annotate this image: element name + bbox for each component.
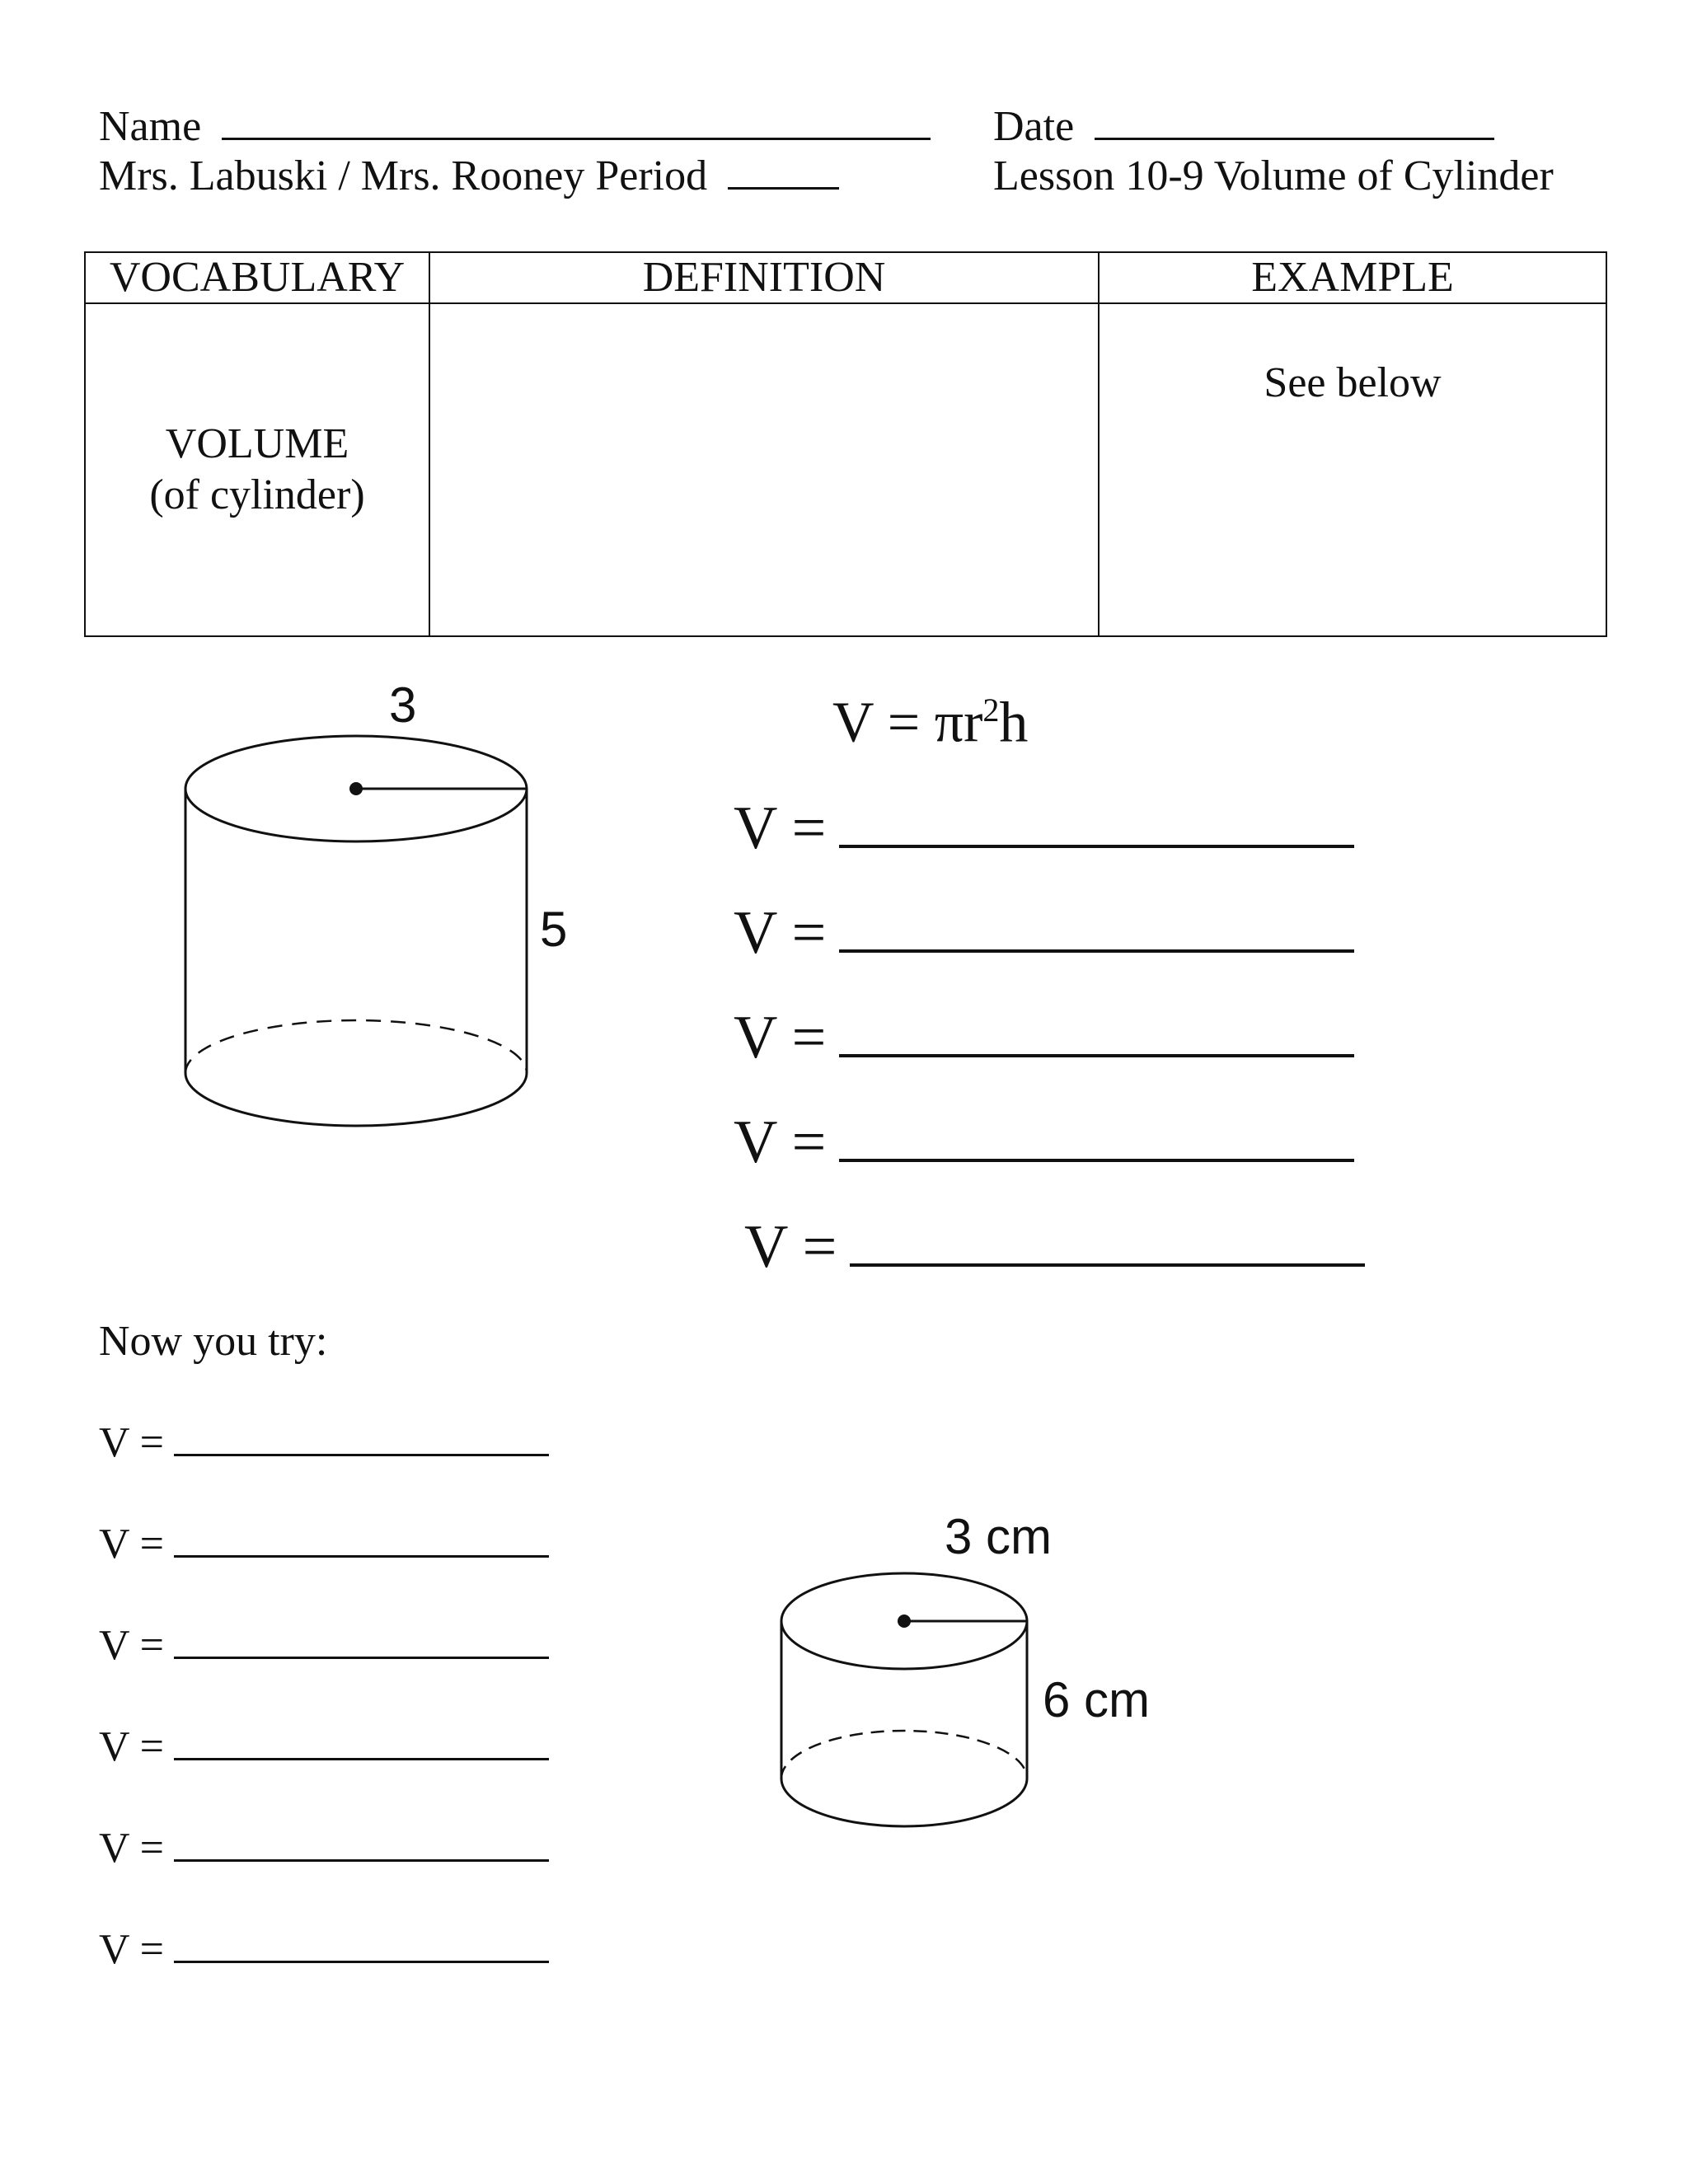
work-line-label: V =: [734, 794, 827, 862]
practice-line: [99, 1827, 549, 1870]
practice-line-label: V =: [99, 1521, 164, 1568]
example-text: See below: [1264, 359, 1442, 406]
name-label: Name: [99, 103, 202, 150]
cylinder-bottom-front: [185, 1073, 527, 1126]
practice-line-blank[interactable]: [174, 1758, 549, 1760]
practice-radius-label: 3 cm: [945, 1509, 1053, 1564]
practice-line-blank[interactable]: [174, 1454, 549, 1456]
height-label: 5: [540, 902, 568, 957]
work-line: [734, 1004, 1354, 1071]
practice-line-blank[interactable]: [174, 1859, 549, 1862]
work-line: [734, 1108, 1354, 1176]
work-line-label: V =: [734, 899, 827, 967]
formula-lhs: V = πr: [832, 691, 983, 755]
practice-line-label: V =: [99, 1926, 164, 1973]
period-blank[interactable]: [728, 187, 839, 190]
header-vocabulary: VOCABULARY: [85, 252, 429, 303]
lesson-title: Lesson 10-9 Volume of Cylinder: [993, 152, 1554, 199]
practice-line-label: V =: [99, 1723, 164, 1770]
teacher-period-label: Mrs. Labuski / Mrs. Rooney Period: [99, 152, 708, 199]
work-line: [744, 1213, 1365, 1281]
work-line-label: V =: [734, 1108, 827, 1176]
work-line: [734, 899, 1354, 967]
practice-prompt: Now you try:: [99, 1318, 328, 1365]
work-line-label: V =: [734, 1004, 827, 1071]
formula-exponent: 2: [982, 691, 1000, 729]
practice-line-blank[interactable]: [174, 1961, 549, 1963]
name-blank[interactable]: [222, 138, 931, 140]
practice-cylinder-diagram: [767, 1558, 1047, 1846]
cylinder-bottom-back: [781, 1731, 1027, 1779]
date-label: Date: [993, 103, 1075, 150]
vocabulary-table: [84, 251, 1607, 637]
work-line-label: V =: [744, 1213, 837, 1281]
work-line: [734, 794, 1354, 862]
practice-line-label: V =: [99, 1825, 164, 1872]
vocabulary-term: VOLUME: [165, 419, 349, 467]
work-line-blank[interactable]: [839, 949, 1354, 953]
work-line-blank[interactable]: [850, 1263, 1365, 1267]
practice-line: [99, 1523, 549, 1566]
date-blank[interactable]: [1095, 138, 1494, 140]
teacher-period: [99, 152, 839, 199]
practice-line-label: V =: [99, 1419, 164, 1466]
name-field: [99, 105, 931, 148]
volume-formula: [832, 691, 1029, 755]
date-field: [993, 105, 1494, 148]
practice-line-blank[interactable]: [174, 1555, 549, 1558]
definition-cell[interactable]: [429, 303, 1099, 636]
practice-line: [99, 1419, 549, 1466]
example-cell: [1099, 303, 1606, 636]
formula-rhs: h: [999, 691, 1029, 755]
work-line-blank[interactable]: [839, 845, 1354, 848]
cylinder-bottom-front: [781, 1779, 1027, 1826]
practice-line: [99, 1926, 549, 1973]
work-line-blank[interactable]: [839, 1054, 1354, 1057]
center-point: [898, 1615, 911, 1628]
table-header-row: [85, 252, 1606, 303]
work-line-blank[interactable]: [839, 1159, 1354, 1162]
practice-height-label: 6 cm: [1043, 1672, 1151, 1727]
example-cylinder-diagram: [165, 676, 577, 1137]
cylinder-bottom-back: [185, 1020, 527, 1073]
practice-line-label: V =: [99, 1622, 164, 1669]
vocabulary-term-sub: (of cylinder): [149, 471, 365, 518]
vocabulary-cell: [85, 303, 429, 636]
header-definition: DEFINITION: [429, 252, 1099, 303]
radius-label: 3: [389, 677, 417, 733]
practice-line: [99, 1723, 549, 1770]
table-row: [85, 303, 1606, 636]
practice-line: [99, 1624, 549, 1667]
header-example: EXAMPLE: [1099, 252, 1606, 303]
center-point: [349, 782, 363, 795]
practice-line-blank[interactable]: [174, 1657, 549, 1659]
